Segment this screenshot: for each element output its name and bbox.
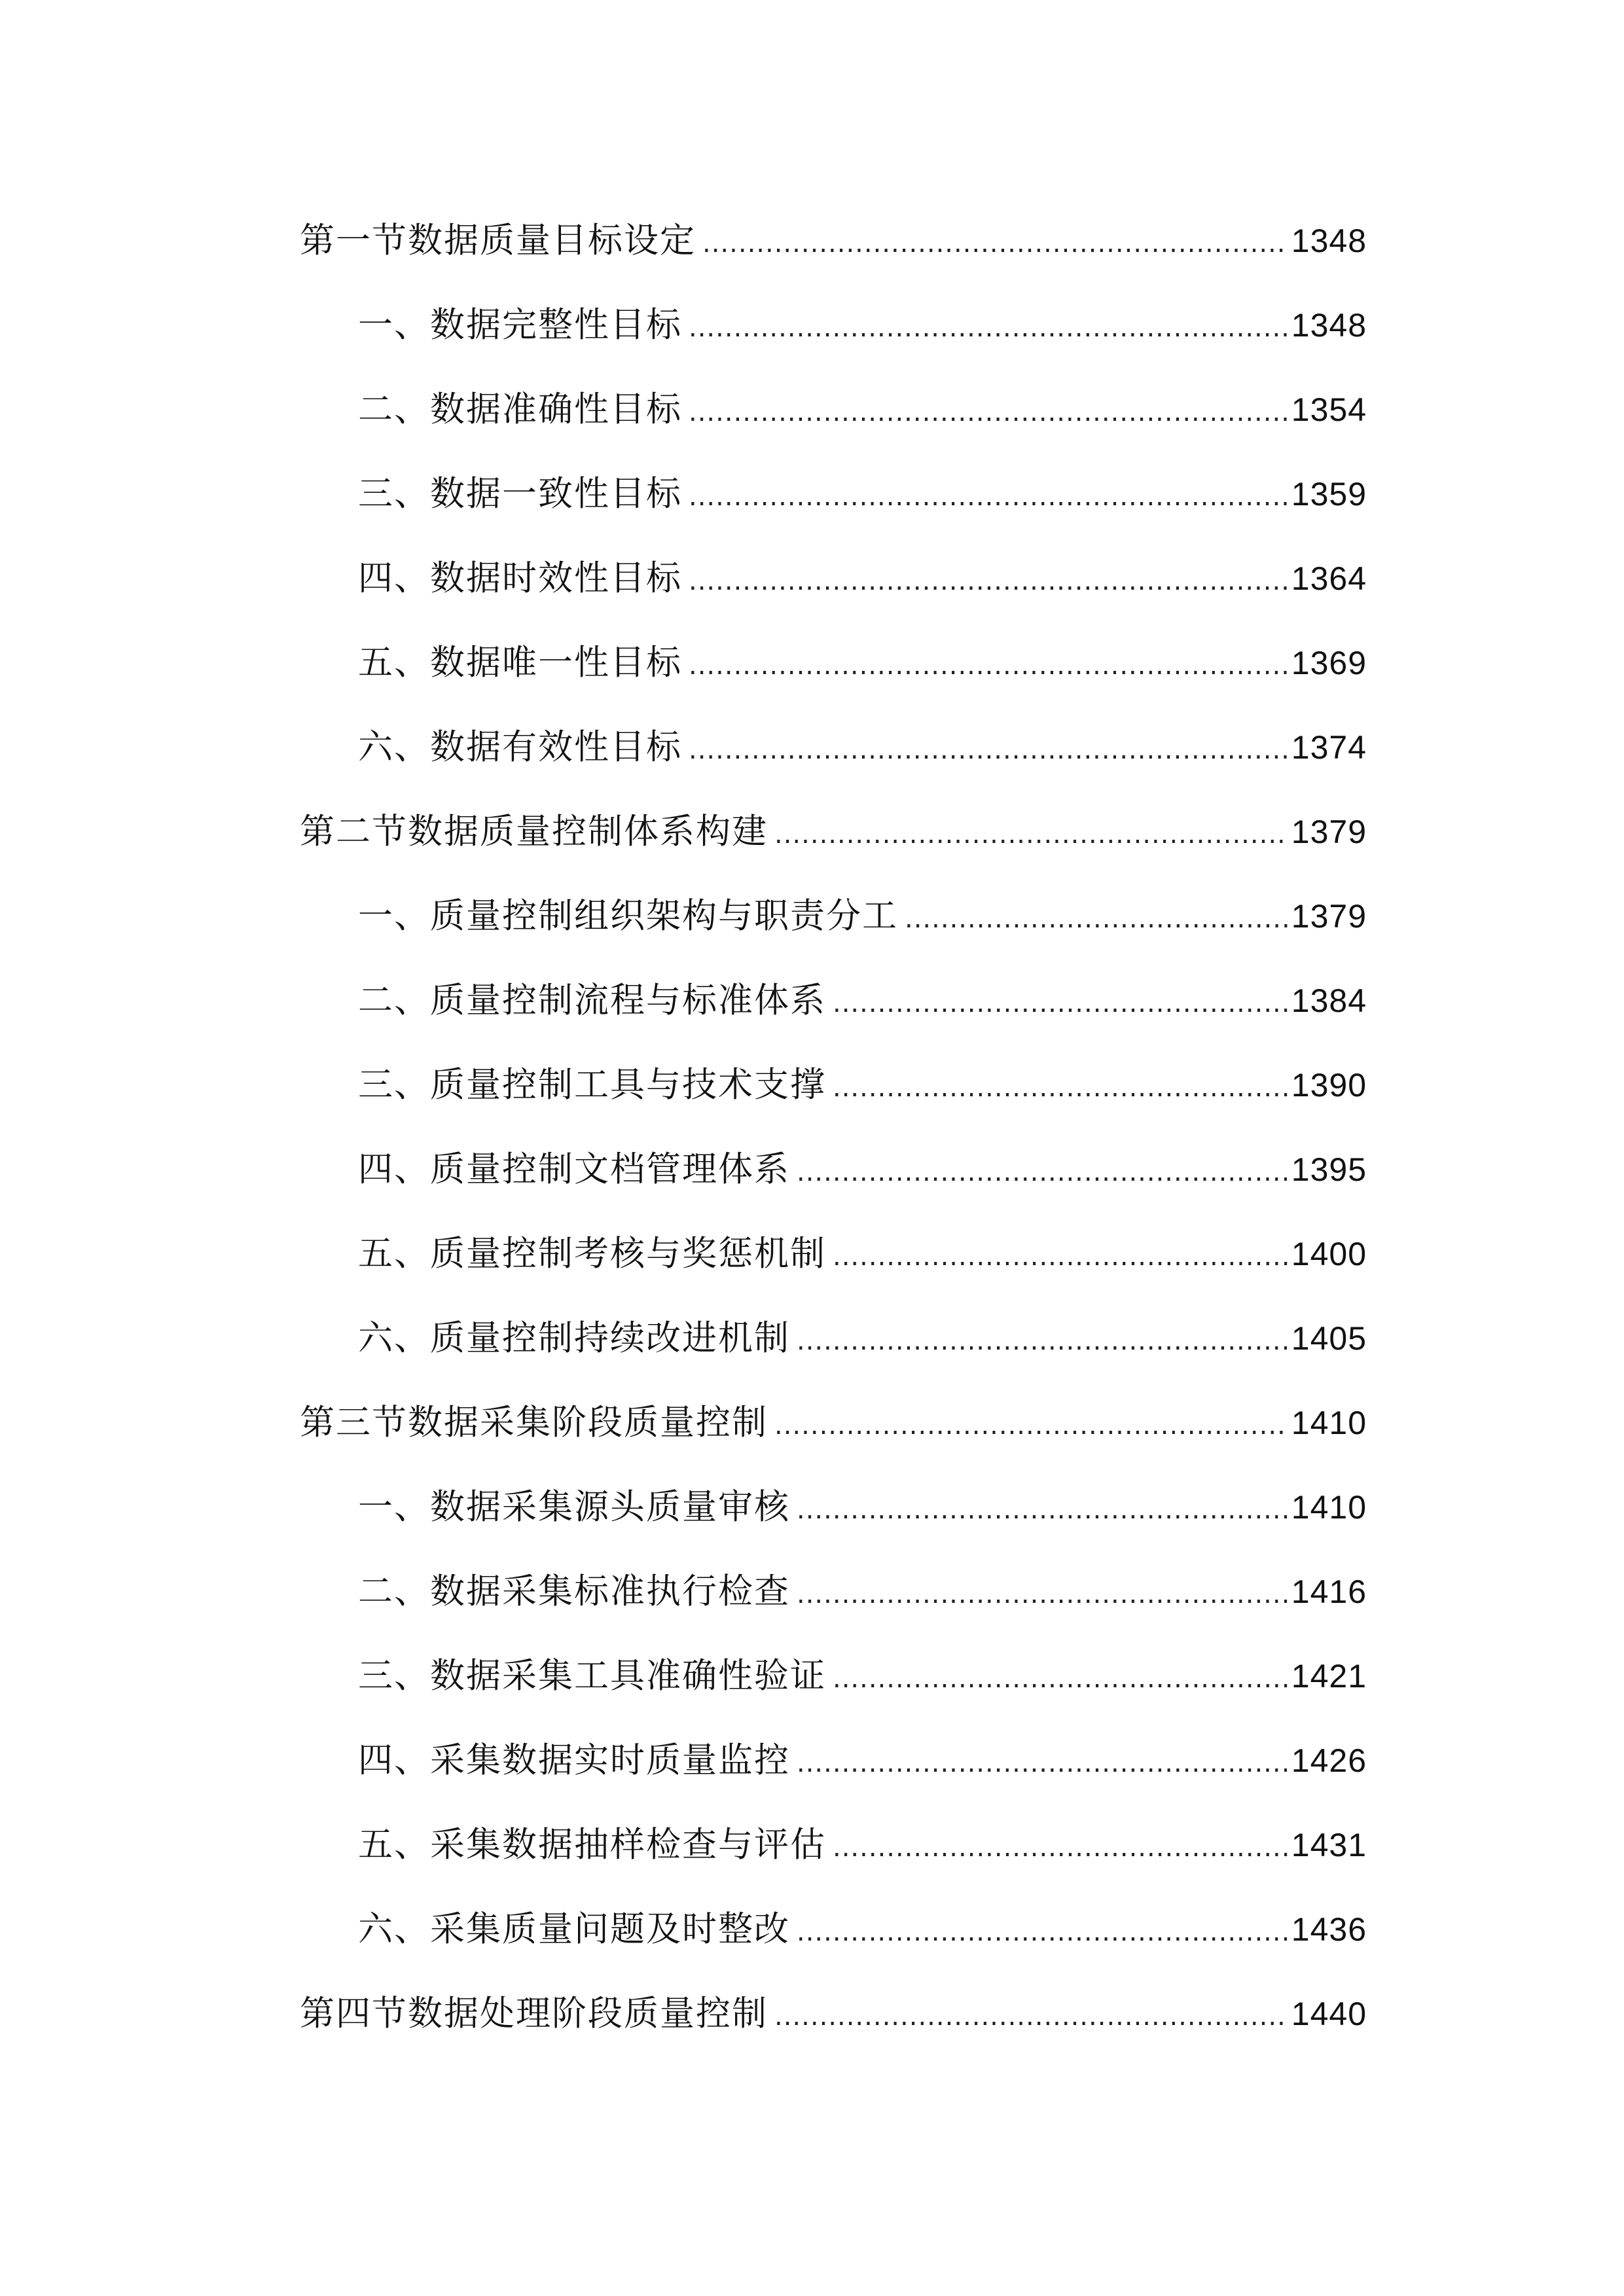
toc-entry-title: 二、质量控制流程与标准体系 [358,980,826,1020]
toc-page-number: 1374 [1291,729,1367,766]
toc-entry-title: 三、质量控制工具与技术支撑 [358,1065,826,1105]
toc-entry-subsection[interactable] [300,1718,1367,1803]
dot-leader [774,1384,1288,1468]
dot-leader [797,1299,1288,1384]
toc-entry-subsection[interactable] [300,536,1367,620]
toc-entry-section[interactable] [300,198,1367,283]
toc-page-number: 1364 [1291,560,1367,597]
toc-entry-section[interactable] [300,1380,1367,1465]
toc-page-number: 1421 [1291,1658,1367,1695]
table-of-contents [300,198,1367,2056]
toc-entry-subsection[interactable] [300,1549,1367,1634]
toc-page-number: 1379 [1291,898,1367,935]
toc-entry-subsection[interactable] [300,705,1367,789]
toc-entry-subsection[interactable] [300,1803,1367,1887]
dot-leader [689,370,1288,455]
toc-entry-title: 六、采集质量问题及时整改 [358,1909,790,1949]
toc-entry-title: 六、数据有效性目标 [358,727,682,767]
toc-entry-title: 四、采集数据实时质量监控 [358,1740,790,1780]
dot-leader [702,202,1288,286]
toc-entry-subsection[interactable] [300,1296,1367,1380]
dot-leader [833,1215,1288,1299]
toc-entry-title: 三、数据采集工具准确性验证 [358,1656,826,1696]
dot-leader [797,1890,1288,1975]
dot-leader [833,1637,1288,1721]
dot-leader [689,455,1288,539]
dot-leader [905,877,1288,961]
toc-entry-section[interactable] [300,1971,1367,2056]
toc-entry-title: 二、数据采集标准执行检查 [358,1571,790,1611]
toc-page-number: 1348 [1291,307,1367,344]
toc-page-number: 1359 [1291,476,1367,512]
toc-entry-subsection[interactable] [300,1887,1367,1971]
toc-entry-subsection[interactable] [300,367,1367,452]
toc-entry-title: 四、数据时效性目标 [358,558,682,598]
toc-entry-section[interactable] [300,789,1367,874]
toc-page-number: 1416 [1291,1573,1367,1610]
dot-leader [689,624,1288,708]
toc-page-number: 1426 [1291,1742,1367,1779]
dot-leader [689,539,1288,624]
toc-entry-subsection[interactable] [300,1043,1367,1127]
toc-entry-title: 第四节数据处理阶段质量控制 [300,1994,768,2034]
dot-leader [774,793,1288,877]
toc-entry-subsection[interactable] [300,452,1367,536]
toc-entry-title: 五、数据唯一性目标 [358,643,682,683]
dot-leader [689,286,1288,370]
toc-page-number: 1369 [1291,645,1367,681]
dot-leader [833,961,1288,1046]
dot-leader [833,1046,1288,1130]
dot-leader [797,1468,1288,1552]
toc-entry-title: 第一节数据质量目标设定 [300,221,696,260]
toc-entry-title: 第三节数据采集阶段质量控制 [300,1403,768,1443]
toc-page-number: 1400 [1291,1236,1367,1272]
toc-entry-title: 第二节数据质量控制体系构建 [300,812,768,852]
dot-leader [774,1975,1288,2059]
toc-entry-subsection[interactable] [300,620,1367,705]
toc-entry-subsection[interactable] [300,1465,1367,1549]
toc-page-number: 1431 [1291,1827,1367,1863]
toc-page-number: 1395 [1291,1151,1367,1188]
toc-page-number: 1348 [1291,223,1367,259]
dot-leader [689,708,1288,793]
toc-entry-title: 三、数据一致性目标 [358,474,682,514]
toc-entry-title: 一、数据采集源头质量审核 [358,1487,790,1527]
toc-page-number: 1440 [1291,1996,1367,2032]
toc-page-number: 1379 [1291,814,1367,850]
toc-page-number: 1410 [1291,1405,1367,1441]
toc-page-number: 1354 [1291,391,1367,428]
dot-leader [797,1721,1288,1806]
toc-entry-subsection[interactable] [300,958,1367,1043]
toc-entry-title: 四、质量控制文档管理体系 [358,1149,790,1189]
dot-leader [797,1552,1288,1637]
dot-leader [797,1130,1288,1215]
toc-entry-title: 五、采集数据抽样检查与评估 [358,1825,826,1865]
toc-entry-subsection[interactable] [300,1634,1367,1718]
toc-entry-title: 六、质量控制持续改进机制 [358,1318,790,1358]
toc-entry-subsection[interactable] [300,1211,1367,1296]
toc-entry-subsection[interactable] [300,283,1367,367]
toc-page-number: 1436 [1291,1911,1367,1948]
toc-page-number: 1405 [1291,1320,1367,1357]
toc-entry-subsection[interactable] [300,874,1367,958]
toc-entry-title: 五、质量控制考核与奖惩机制 [358,1234,826,1274]
toc-entry-title: 一、数据完整性目标 [358,305,682,345]
toc-entry-title: 一、质量控制组织架构与职责分工 [358,896,898,936]
toc-page-number: 1384 [1291,982,1367,1019]
toc-entry-subsection[interactable] [300,1127,1367,1211]
toc-entry-title: 二、数据准确性目标 [358,389,682,429]
dot-leader [833,1806,1288,1890]
toc-page-number: 1410 [1291,1489,1367,1526]
toc-page-number: 1390 [1291,1067,1367,1103]
